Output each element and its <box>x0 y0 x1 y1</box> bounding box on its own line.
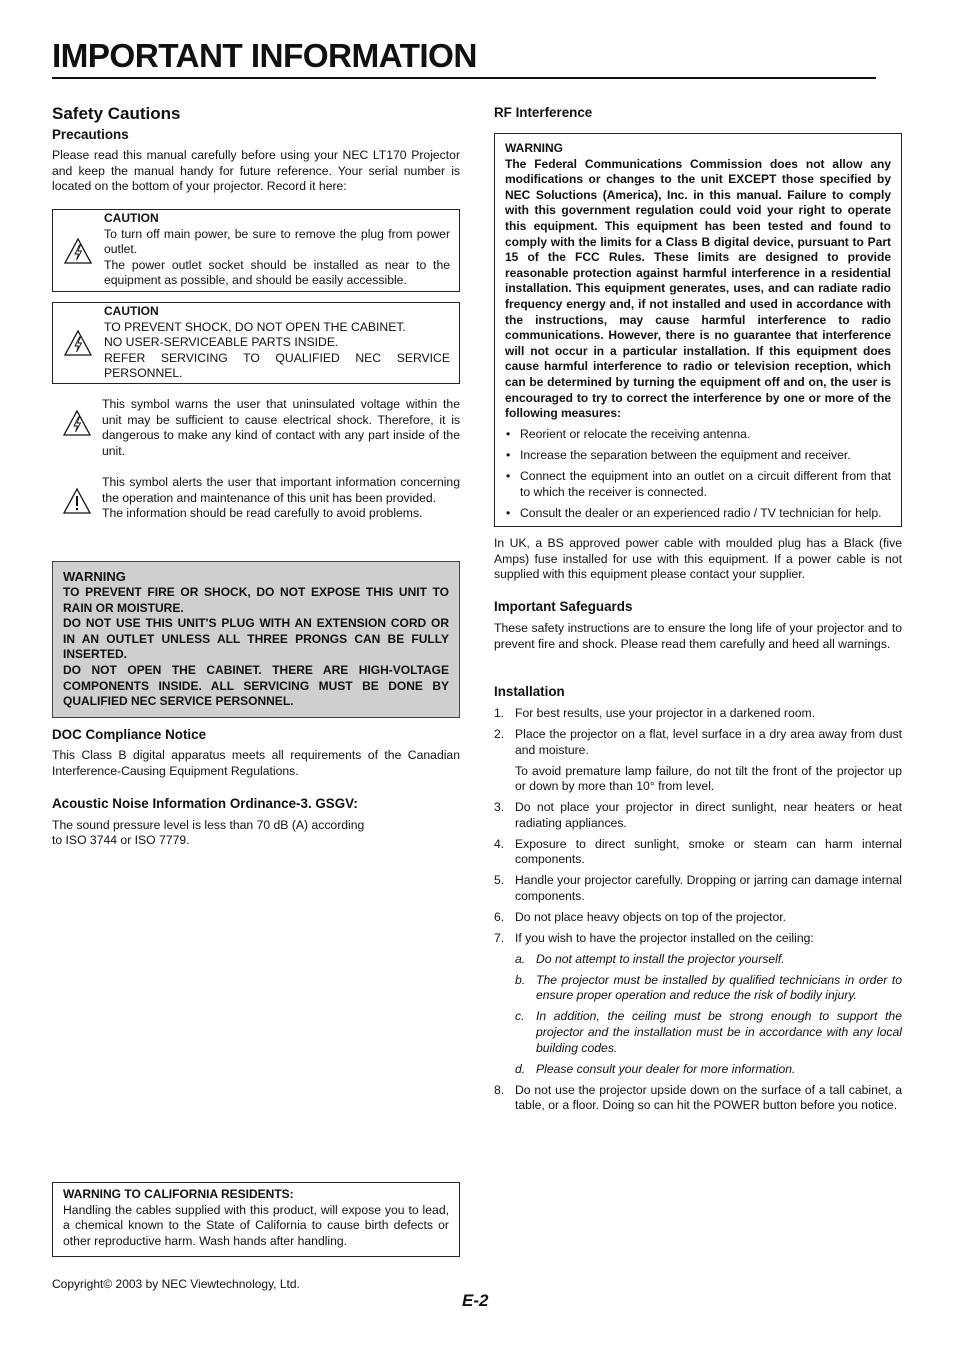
symbol-explanation-shock <box>52 397 460 459</box>
warning-text: TO PREVENT FIRE OR SHOCK, DO NOT EXPOSE THIS UNIT TO RAIN OR MOISTURE. <box>63 585 449 615</box>
rf-warning-label: WARNING <box>505 141 563 155</box>
exclamation-triangle-icon <box>52 475 102 517</box>
safeguards-text: These safety instructions are to ensure the long life of your projector and to prevent fire and shock. Please read them carefully and heed all warnings. <box>494 621 902 651</box>
list-item: 1. For best results, use your projector in a darkened room. <box>494 706 816 720</box>
warning-text: DO NOT USE THIS UNIT'S PLUG WITH AN EXTENSION CORD OR IN AN OUTLET UNLESS ALL THREE PRONGS CAN BE FULLY INSERTED. <box>63 616 449 662</box>
warning-label: WARNING <box>63 569 126 584</box>
lightning-triangle-icon <box>53 210 103 291</box>
page-number: E-2 <box>462 1291 489 1310</box>
caution-text: TO PREVENT SHOCK, DO NOT OPEN THE CABINET. <box>104 319 406 334</box>
list-item: • Increase the separation between the equipment and receiver. <box>505 448 891 464</box>
lightning-triangle-icon <box>52 397 102 439</box>
installation-heading: Installation <box>494 684 565 699</box>
doc-heading: DOC Compliance Notice <box>52 727 207 742</box>
list-item-note: To avoid premature lamp failure, do not tilt the front of the projector up or down by more than 10° from level. <box>515 763 902 794</box>
caution-label: CAUTION <box>104 304 159 318</box>
caution-label: CAUTION <box>104 211 159 225</box>
list-item: • Connect the equipment into an outlet on a circuit different from that to which the receiver is connected. <box>505 469 891 500</box>
safety-heading: Safety Cautions <box>52 104 181 123</box>
acoustic-text: The sound pressure level is less than 70 dB (A) according <box>52 818 365 832</box>
list-item: 4. Exposure to direct sunlight, smoke or steam can harm internal components. <box>494 836 902 867</box>
installation-list <box>494 706 902 1119</box>
list-item: 2. Place the projector on a flat, level surface in a dry area away from dust and moisture. To avoid premature lamp failure, do not tilt the front of the projector up or down by more than 10° from level. <box>494 726 902 794</box>
list-item: 7. If you wish to have the projector installed on the ceiling: a. Do not attempt to install the projector yourself. b. The projector must be installed by qualified technicians in order to ensure proper operation and reduce the risk of bodily injury. c. In addition, the ceiling must be strong enough to support the projector and the installation must be in accordance with any local building codes. d. Please consult your dealer for more information. <box>494 930 902 1076</box>
caution-text: To turn off main power, be sure to remove the plug from power outlet. <box>104 226 450 257</box>
list-item: • Consult the dealer or an experienced radio / TV technician for help. <box>505 506 891 522</box>
list-item: 8. Do not use the projector upside down on the surface of a tall cabinet, a table, or a floor. Doing so can hit the POWER button before you notice. <box>494 1082 902 1113</box>
page-title: IMPORTANT INFORMATION <box>52 37 477 74</box>
sub-list-item: d. Please consult your dealer for more information. <box>515 1061 796 1076</box>
rf-warning-text: The Federal Communications Commission does not allow any modifications or changes to the unit EXCEPT those specified by NEC Soluctions (America), Inc. in this manual. Failure to comply with this government regulation could void your right to operate this equipment. This equipment has been tested and found to comply with the limits for a Class B digital device, pursuant to Part 15 of the FCC Rules. These limits are designed to provide reasonable protection against harmful interference in a residential installation. This equipment generates, uses, and can radiate radio frequency energy and, if not installed and used in accordance with the instructions, may cause harmful interference to radio communications. However, there is no guarantee that interference will not occur in a particular installation. If this equipment does cause harmful interference to radio or television reception, which can be determined by turning the equipment off and on, the user is encouraged to try to correct the interference by one or more of the following measures: <box>505 156 891 421</box>
symbol-text: This symbol warns the user that uninsulated voltage within the unit may be sufficient to cause electrical shock. Therefore, it is dangerous to make any kind of contact with any part inside of the unit. <box>102 397 460 458</box>
doc-text: This Class B digital apparatus meets all requirements of the Canadian Interference-Causing Equipment Regulations. <box>52 748 460 778</box>
acoustic-text: to ISO 3744 or ISO 7779. <box>52 833 190 847</box>
safeguards-heading: Important Safeguards <box>494 599 633 614</box>
list-item: 3. Do not place your projector in direct sunlight, near heaters or heat radiating appliances. <box>494 800 902 830</box>
list-item: 5. Handle your projector carefully. Dropping or jarring can damage internal components. <box>494 873 902 903</box>
caution-text: REFER SERVICING TO QUALIFIED NEC SERVICE PERSONNEL. <box>104 350 450 381</box>
rf-measures-list <box>505 427 891 521</box>
sub-list-item: b. The projector must be installed by qualified technicians in order to ensure proper operation and reduce the risk of bodily injury. <box>515 972 902 1003</box>
copyright: Copyright© 2003 by NEC Viewtechnology, Ltd. <box>52 1277 300 1291</box>
list-item: 6. Do not place heavy objects on top of the projector. <box>494 909 787 924</box>
caution-box-shock <box>52 302 460 384</box>
precautions-text: Please read this manual carefully before using your NEC LT170 Projector and keep the manual handy for future reference. Your serial number is located on the bottom of your projector. Record it here: <box>52 148 460 194</box>
lightning-triangle-icon <box>53 303 103 383</box>
symbol-text-2: The information should be read carefully to avoid problems. <box>102 506 423 521</box>
rf-warning-box <box>494 133 902 527</box>
precautions-heading: Precautions <box>52 127 129 142</box>
rf-heading: RF Interference <box>494 105 593 120</box>
ceiling-sub-list <box>515 952 902 1077</box>
caution-text: The power outlet socket should be installed as near to the equipment as possible, and should be easily accessible. <box>104 257 450 288</box>
warning-box <box>52 561 460 718</box>
caution-text: NO USER-SERVICEABLE PARTS INSIDE. <box>104 335 339 350</box>
symbol-text: This symbol alerts the user that important information concerning the operation and maintenance of this unit has been provided. <box>102 475 460 505</box>
uk-power-cable-text: In UK, a BS approved power cable with moulded plug has a Black (five Amps) fuse installed for use with this equipment. If a power cable is not supplied with this equipment please contact your supplier. <box>494 536 902 582</box>
sub-list-item: c. In addition, the ceiling must be strong enough to support the projector and the installation must be in accordance with any local building codes. <box>515 1009 902 1055</box>
caution-box-power <box>52 209 460 292</box>
symbol-explanation-attention <box>52 475 460 522</box>
title-divider <box>52 77 876 79</box>
list-item: • Reorient or relocate the receiving antenna. <box>505 427 891 443</box>
california-label: WARNING TO CALIFORNIA RESIDENTS: <box>63 1187 294 1201</box>
warning-text: DO NOT OPEN THE CABINET. THERE ARE HIGH-VOLTAGE COMPONENTS INSIDE. ALL SERVICING MUST BE DONE BY QUALIFIED NEC SERVICE PERSONNEL. <box>63 662 449 709</box>
california-text: Handling the cables supplied with this product, will expose you to lead, a chemical known to the State of California to cause birth defects or other reproductive harm. Wash hands after handling. <box>63 1202 449 1248</box>
sub-list-item: a. Do not attempt to install the projector yourself. <box>515 951 785 966</box>
california-warning-box <box>52 1182 460 1257</box>
acoustic-heading: Acoustic Noise Information Ordinance-3. GSGV: <box>52 796 358 811</box>
